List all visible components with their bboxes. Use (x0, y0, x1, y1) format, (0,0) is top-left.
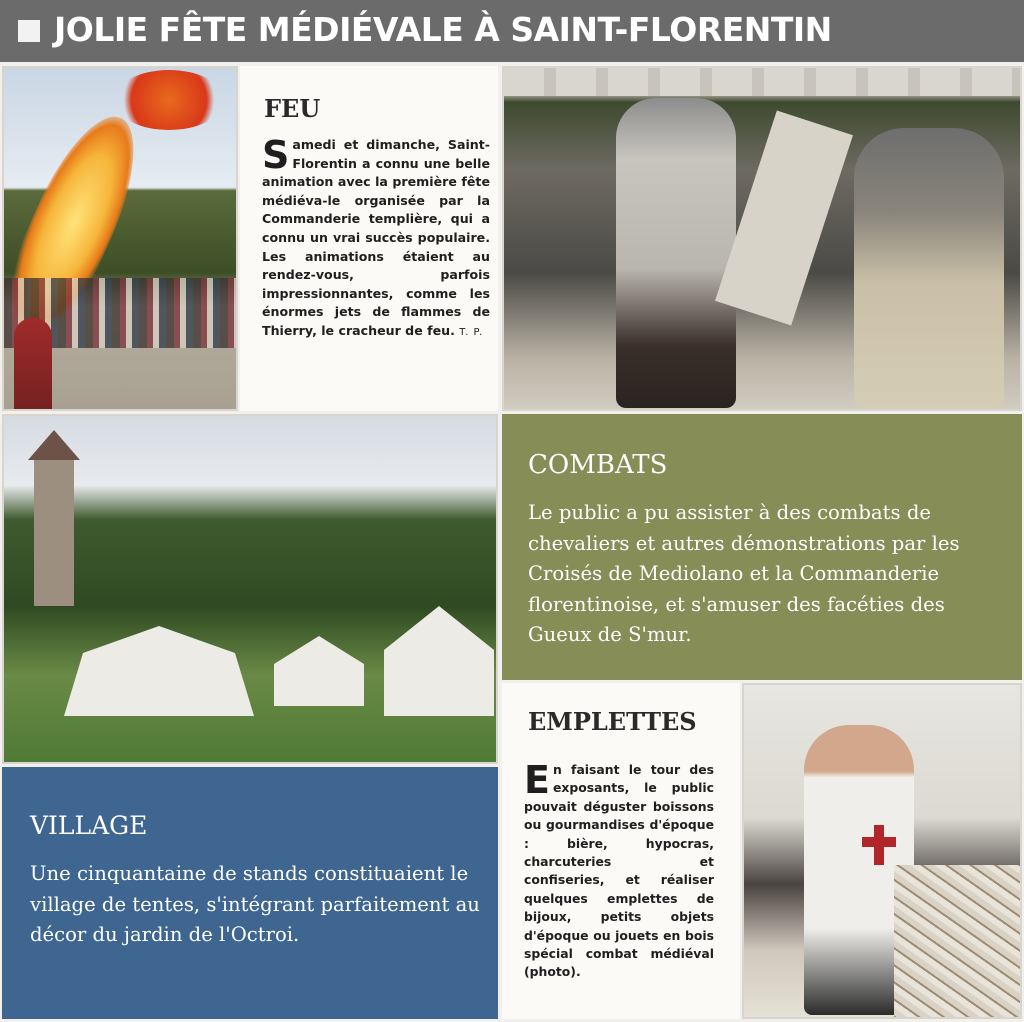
tent-awning-shape (504, 68, 1022, 96)
wooden-toys-shape (894, 865, 1022, 1019)
tent-shape (274, 636, 364, 706)
emplettes-dropcap: E (524, 758, 550, 802)
page-title: JOLIE FÊTE MÉDIÉVALE À SAINT-FLORENTIN (54, 10, 832, 49)
emplettes-heading: EMPLETTES (528, 707, 697, 736)
emplettes-body (524, 758, 714, 982)
village-article (2, 767, 498, 1019)
stand-photo (742, 683, 1022, 1019)
fire-breather-figure (14, 318, 52, 411)
feu-article (240, 66, 498, 411)
village-photo (2, 414, 498, 764)
feu-body (262, 133, 490, 343)
emplettes-article (502, 683, 740, 1019)
emplettes-body-text: n faisant le tour des exposants, le public pouvait déguster boissons ou gourmandises d'époque : bière, hypocras, charcuteries et confiseries, et réaliser quelques emplettes de bijoux, petits objets d'époque ou jouets en bois spécial combat médiéval (photo). (524, 762, 714, 980)
page-header (0, 0, 1024, 62)
fireball-shape (114, 70, 224, 130)
combats-article (502, 414, 1022, 680)
village-body: Une cinquantaine de stands constituaient le village de tentes, s'intégrant parfaitement au décor du jardin de l'Octroi. (30, 862, 480, 946)
tent-shape (64, 626, 254, 716)
knight-figure-left (616, 98, 736, 408)
fire-breather-photo (2, 66, 238, 411)
combat-photo (502, 66, 1022, 411)
tower-roof-shape (28, 430, 80, 460)
feu-body-text: amedi et dimanche, Saint-Florentin a connu une belle animation avec la première fête médiéva-le organisée par la Commanderie templière, qui a connu un vrai succès populaire. Les animations étaient au rendez-vous, parfois impressionnantes, comme les énormes jets de flammes de Thierry, le cracheur de feu. (262, 137, 490, 338)
combats-body: Le public a pu assister à des combats de chevaliers et autres démonstrations par les Croisés de Mediolano et la Commanderie florentinoise, et s'amuser des facéties des Gueux de S'mur. (528, 501, 960, 646)
knight-figure-right (854, 128, 1004, 408)
tent-shape (384, 606, 494, 716)
header-square-icon (18, 20, 40, 42)
tower-shape (34, 456, 74, 606)
combats-heading: COMBATS (528, 450, 668, 480)
village-heading: VILLAGE (30, 811, 148, 840)
feu-heading: FEU (264, 94, 321, 123)
templar-cross-shape (862, 837, 896, 847)
feu-dropcap: S (262, 133, 290, 177)
feu-signature: T. P. (459, 326, 484, 338)
